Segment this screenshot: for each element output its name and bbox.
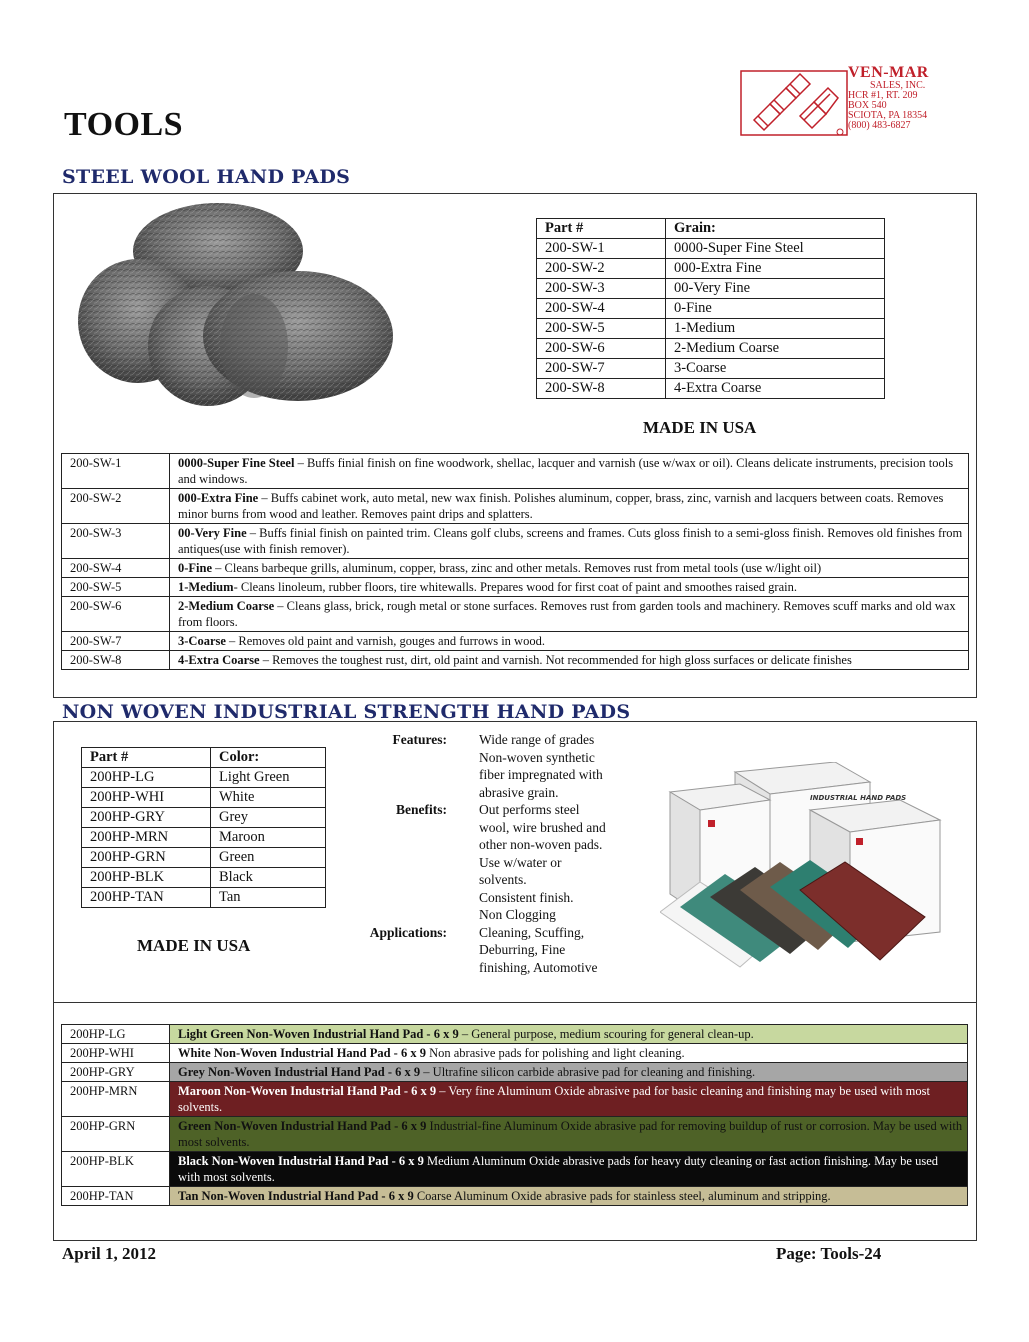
features-text: [479, 731, 629, 976]
benefits-line: Use w/water or: [479, 854, 562, 870]
description-text: - Cleans linoleum, rubber floors, tire whitewalls. Prepares wood for first coat of paint and smoothes raised grain.: [233, 580, 797, 594]
table-row: [82, 828, 326, 848]
description-cell: [170, 559, 969, 578]
column-header-part: Part #: [82, 748, 211, 768]
features-label: Features:: [392, 732, 447, 747]
description-row: [62, 489, 969, 524]
description-cell: [170, 578, 969, 597]
part-cell: 200HP-WHI: [62, 1044, 170, 1063]
page-title: TOOLS: [64, 106, 184, 143]
description-row: [62, 632, 969, 651]
applications-line: Deburring, Fine: [479, 942, 566, 957]
description-text: Medium Aluminum Oxide abrasive pads for heavy duty cleaning or fast action finishing. May be used with most solvents.: [178, 1154, 939, 1184]
hand-pad-description-table: [61, 1024, 968, 1206]
footer-page-number: Page: Tools-24: [776, 1244, 882, 1263]
color-cell: Tan: [211, 888, 326, 908]
logo-emblem-icon: [740, 70, 850, 138]
part-cell: 200HP-LG: [82, 768, 211, 788]
footer-date: April 1, 2012: [62, 1244, 156, 1263]
part-cell: 200-SW-6: [537, 339, 666, 359]
description-row: [62, 1082, 968, 1117]
benefits-line: Out performs steel: [479, 802, 580, 817]
table-row: [82, 888, 326, 908]
logo-line: SCIOTA, PA 18354: [848, 110, 928, 121]
description-row: [62, 1063, 968, 1082]
table-row: [537, 259, 885, 279]
benefits-line: wool, wire brushed and: [479, 819, 606, 835]
part-cell: 200HP-GRY: [82, 808, 211, 828]
description-row: [62, 1187, 968, 1206]
part-cell: 200-SW-3: [62, 524, 170, 559]
benefits-label: Benefits:: [396, 802, 447, 817]
table-row: [82, 788, 326, 808]
section-divider: [53, 1002, 977, 1003]
grain-table: [536, 218, 885, 399]
description-text: – Cleans barbeque grills, aluminum, copper, brass, zinc and other metals. Removes rust from metal tools (use w/light oil): [212, 561, 822, 575]
description-text: – Very fine Aluminum Oxide abrasive pad for basic cleaning and finishing may be used with most solvents.: [178, 1084, 930, 1114]
part-cell: 200-SW-8: [537, 379, 666, 399]
part-cell: 200-SW-3: [537, 279, 666, 299]
benefits-line: other non-woven pads.: [479, 837, 603, 852]
logo-company-name: VEN-MAR: [848, 64, 929, 81]
description-text: – Removes old paint and varnish, gouges and furrows in wood.: [225, 634, 545, 648]
color-cell: Grey: [211, 808, 326, 828]
logo-line: (800) 483-6827: [848, 120, 911, 131]
logo-line: HCR #1, RT. 209: [848, 90, 918, 101]
box-label: INDUSTRIAL HAND PADS: [810, 794, 907, 802]
part-cell: 200HP-TAN: [62, 1187, 170, 1206]
part-cell: 200HP-WHI: [82, 788, 211, 808]
features-line: fiber impregnated with: [479, 767, 603, 782]
description-text: – Buffs cabinet work, auto metal, new wax finish. Polishes aluminum, copper, brass, zinc, varnish and lacquers between coats. Removes minor burns from wood and leather. Removes paint drips and splatters.: [178, 491, 944, 521]
column-header-color: Color:: [211, 748, 326, 768]
section-title-steel-wool: STEEL WOOL HAND PADS: [62, 166, 351, 188]
table-row: [537, 239, 885, 259]
part-cell: 200-SW-1: [62, 454, 170, 489]
description-cell: [170, 454, 969, 489]
grain-cell: 0000-Super Fine Steel: [666, 239, 885, 259]
made-in-usa-label: MADE IN USA: [137, 936, 251, 955]
applications-line: Cleaning, Scuffing,: [479, 924, 585, 940]
part-cell: 200HP-BLK: [62, 1152, 170, 1187]
table-header-row: [537, 219, 885, 239]
features-line: abrasive grain.: [479, 784, 559, 800]
description-term: White Non-Woven Industrial Hand Pad - 6 x 9: [178, 1046, 426, 1060]
part-cell: 200-SW-5: [62, 578, 170, 597]
description-cell: [170, 1187, 968, 1206]
table-row: [537, 299, 885, 319]
description-cell: [170, 651, 969, 670]
part-cell: 200HP-LG: [62, 1025, 170, 1044]
description-cell: [170, 1025, 968, 1044]
description-term: Green Non-Woven Industrial Hand Pad - 6 x 9: [178, 1119, 427, 1133]
table-row: [537, 359, 885, 379]
description-row: [62, 578, 969, 597]
description-text: Industrial-fine Aluminum Oxide abrasive pad for removing buildup of rust or corrosion. May be used with most solvents.: [178, 1119, 963, 1149]
table-row: [82, 768, 326, 788]
color-cell: Maroon: [211, 828, 326, 848]
benefits-line: Non Clogging: [479, 907, 556, 922]
part-cell: 200-SW-7: [62, 632, 170, 651]
description-term: Grey Non-Woven Industrial Hand Pad - 6 x 9: [178, 1065, 421, 1079]
part-cell: 200HP-GRY: [62, 1063, 170, 1082]
color-cell: Black: [211, 868, 326, 888]
applications-label: Applications:: [369, 924, 447, 940]
table-row: [82, 868, 326, 888]
description-row: [62, 1152, 968, 1187]
description-term: Tan Non-Woven Industrial Hand Pad - 6 x 9: [178, 1189, 414, 1203]
part-cell: 200HP-GRN: [62, 1117, 170, 1152]
description-row: [62, 559, 969, 578]
color-cell: White: [211, 788, 326, 808]
grain-cell: 000-Extra Fine: [666, 259, 885, 279]
table-row: [82, 808, 326, 828]
section-title-non-woven: NON WOVEN INDUSTRIAL STRENGTH HAND PADS: [62, 701, 631, 723]
made-in-usa-label: MADE IN USA: [643, 418, 757, 437]
part-cell: 200-SW-6: [62, 597, 170, 632]
table-row: [537, 339, 885, 359]
description-cell: [170, 524, 969, 559]
description-cell: [170, 1044, 968, 1063]
part-cell: 200-SW-2: [537, 259, 666, 279]
grain-cell: 2-Medium Coarse: [666, 339, 885, 359]
description-text: – Cleans glass, brick, rough metal or stone surfaces. Removes rust from garden tools and machinery. Removes scuff marks and old wax from floors.: [178, 599, 956, 629]
grain-cell: 0-Fine: [666, 299, 885, 319]
features-labels: [362, 731, 447, 941]
description-cell: [170, 1117, 968, 1152]
description-text: – General purpose, medium scouring for general clean-up.: [458, 1027, 754, 1041]
description-term: 1-Medium: [178, 580, 234, 594]
description-cell: [170, 1063, 968, 1082]
description-cell: [170, 1152, 968, 1187]
part-cell: 200-SW-1: [537, 239, 666, 259]
color-cell: Light Green: [211, 768, 326, 788]
part-cell: 200-SW-4: [62, 559, 170, 578]
description-text: – Removes the toughest rust, dirt, old paint and varnish. Not recommended for high gloss surfaces or delicate finishes: [259, 653, 852, 667]
description-term: Black Non-Woven Industrial Hand Pad - 6 x 9: [178, 1154, 424, 1168]
applications-line: finishing, Automotive: [479, 959, 598, 975]
part-cell: 200-SW-8: [62, 651, 170, 670]
part-cell: 200HP-TAN: [82, 888, 211, 908]
steel-wool-description-table: [61, 453, 969, 670]
grain-cell: 4-Extra Coarse: [666, 379, 885, 399]
description-row: [62, 1117, 968, 1152]
description-row: [62, 524, 969, 559]
benefits-line: solvents.: [479, 872, 527, 887]
description-text: – Buffs finial finish on fine woodwork, shellac, lacquer and varnish (use w/wax or oil). Cleans delicate instruments, precision tools and windows.: [178, 456, 954, 486]
description-cell: [170, 1082, 968, 1117]
logo-line: SALES, INC.: [870, 80, 926, 91]
part-cell: 200HP-GRN: [82, 848, 211, 868]
features-line: Wide range of grades: [479, 732, 595, 747]
grain-cell: 3-Coarse: [666, 359, 885, 379]
grain-cell: 1-Medium: [666, 319, 885, 339]
part-cell: 200-SW-2: [62, 489, 170, 524]
table-row: [537, 279, 885, 299]
logo-address: [848, 64, 929, 131]
description-term: 2-Medium Coarse: [178, 599, 275, 613]
part-cell: 200-SW-4: [537, 299, 666, 319]
description-text: – Buffs finial finish on painted trim. Cleans golf clubs, screens and frames. Cuts gloss finish to a semi-gloss finish. Removes old finishes from antiques(use with finish remover).: [178, 526, 963, 556]
description-row: [62, 454, 969, 489]
description-row: [62, 1044, 968, 1063]
description-term: Maroon Non-Woven Industrial Hand Pad - 6 x 9: [178, 1084, 437, 1098]
part-cell: 200HP-BLK: [82, 868, 211, 888]
description-term: 4-Extra Coarse: [178, 653, 260, 667]
benefits-line: Consistent finish.: [479, 889, 574, 905]
description-term: 0-Fine: [178, 561, 213, 575]
description-cell: [170, 632, 969, 651]
description-term: 00-Very Fine: [178, 526, 247, 540]
description-term: Light Green Non-Woven Industrial Hand Pad - 6 x 9: [178, 1027, 459, 1041]
description-term: 0000-Super Fine Steel: [178, 456, 295, 470]
part-cell: 200HP-MRN: [82, 828, 211, 848]
part-cell: 200HP-MRN: [62, 1082, 170, 1117]
part-cell: 200-SW-7: [537, 359, 666, 379]
color-cell: Green: [211, 848, 326, 868]
table-row: [537, 379, 885, 399]
description-term: 3-Coarse: [178, 634, 226, 648]
description-cell: [170, 597, 969, 632]
description-text: Coarse Aluminum Oxide abrasive pads for stainless steel, aluminum and stripping.: [413, 1189, 831, 1203]
description-term: 000-Extra Fine: [178, 491, 259, 505]
hand-pads-image: [660, 762, 960, 980]
table-header-row: [82, 748, 326, 768]
table-row: [82, 848, 326, 868]
column-header-part: Part #: [537, 219, 666, 239]
steel-wool-image: [58, 196, 403, 414]
description-row: [62, 597, 969, 632]
description-row: [62, 651, 969, 670]
column-header-grain: Grain:: [666, 219, 885, 239]
description-row: [62, 1025, 968, 1044]
features-line: Non-woven synthetic: [479, 749, 595, 765]
description-text: – Ultrafine silicon carbide abrasive pad for cleaning and finishing.: [420, 1065, 756, 1079]
color-table: [81, 747, 326, 908]
part-cell: 200-SW-5: [537, 319, 666, 339]
description-cell: [170, 489, 969, 524]
description-text: Non abrasive pads for polishing and light cleaning.: [425, 1046, 685, 1060]
grain-cell: 00-Very Fine: [666, 279, 885, 299]
logo-line: BOX 540: [848, 100, 887, 111]
table-row: [537, 319, 885, 339]
